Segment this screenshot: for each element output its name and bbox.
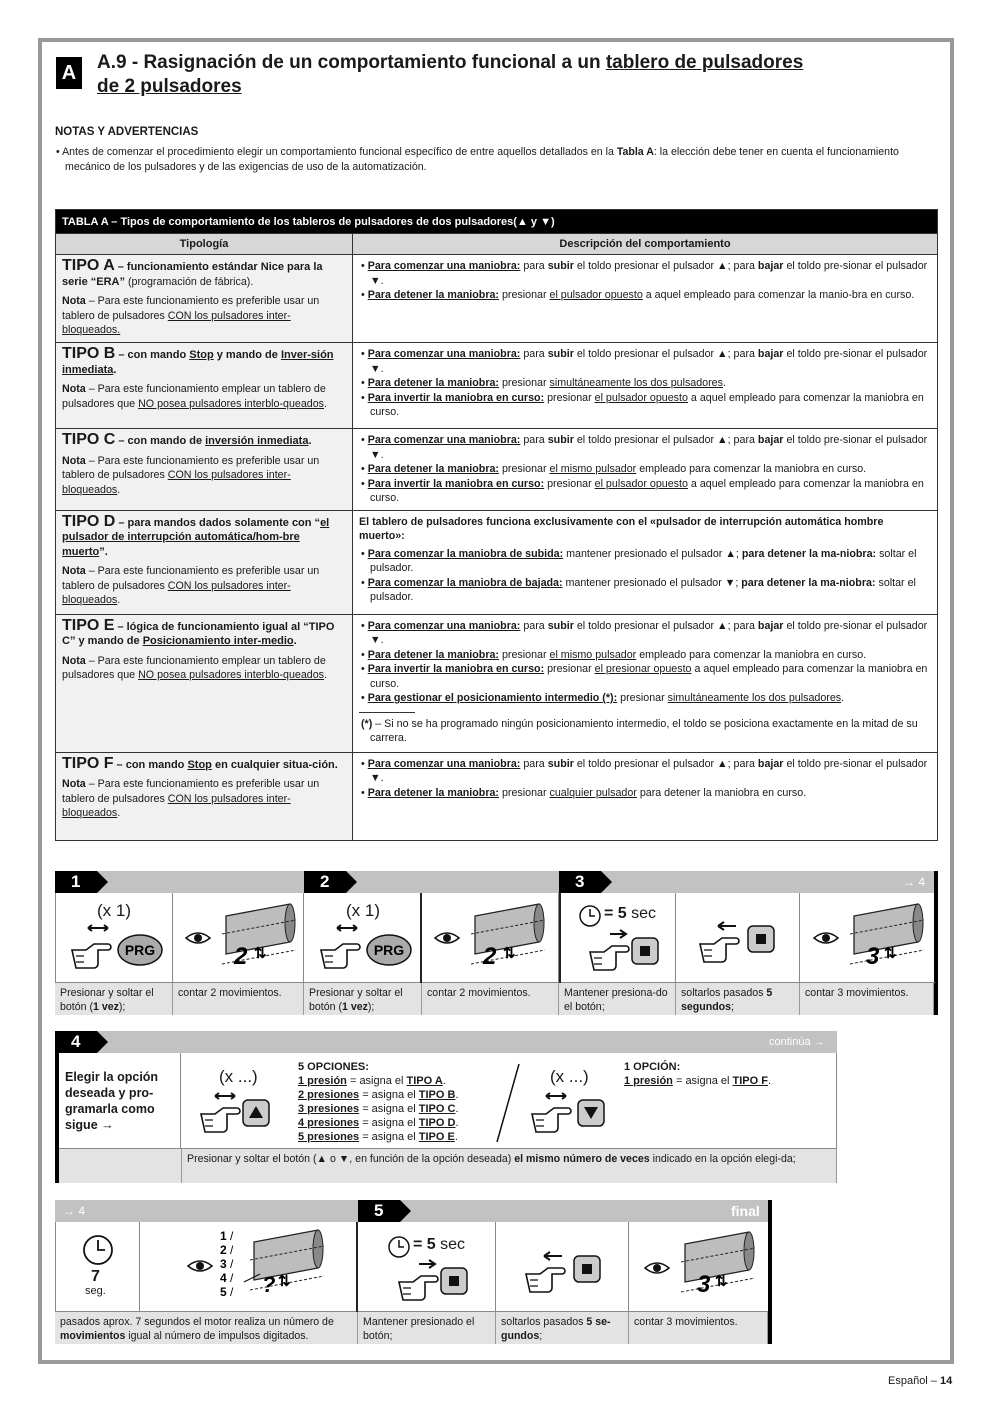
- roller-3-icon: [812, 900, 924, 972]
- hand-stop-release-icon: [524, 1250, 604, 1294]
- step-caption: contar 2 movimientos.: [422, 983, 559, 1015]
- step-number-1: 1: [55, 871, 97, 893]
- table-row: TIPO D – para mandos dados solamente con “el pulsador de interrupción automática/hom-bre muerto”. Nota – Para este funcionamiento es preferible usar un tablero de pulsadores CON los pulsadores inter-bloqueados. El tablero de pulsadores funciona exclusivamente con el «pulsador de interrupción automática hombre muerto»: • Para comenzar la maniobra de subida: mantener presionado el pulsador ▲; para detener la ma-niobra: soltar el pulsador. • Para comenzar la maniobra de bajada: mantener presionado el pulsador ▼; para detener la ma-niobra: soltar el pulsador.: [56, 510, 938, 614]
- svg-text:/: /: [230, 1285, 234, 1299]
- svg-text:2: 2: [234, 943, 248, 970]
- behaviour-table: [55, 209, 938, 841]
- step-caption: soltarlos pasados 5 segundos;: [676, 983, 800, 1015]
- step-caption: Mantener presiona-do el botón;: [559, 983, 676, 1015]
- svg-text:⇅: ⇅: [503, 945, 516, 962]
- step-bar: [55, 871, 935, 893]
- seconds-unit: seg.: [85, 1285, 106, 1297]
- choose-option-label: Elegir la opción deseada y pro-gramarla como sigue →: [65, 1070, 159, 1132]
- continue-label: continúa →: [769, 1036, 825, 1048]
- step-caption: contar 2 movimientos.: [173, 983, 304, 1015]
- five-options-list: 5 OPCIONES: 1 presión = asigna el TIPO A. 2 presiones = asigna el TIPO B. 3 presiones = asigna el TIPO C. 4 presiones = asigna el TIPO D. 5 presiones = asigna el TIPO E.: [298, 1061, 459, 1143]
- svg-text:/: /: [230, 1243, 234, 1257]
- svg-text:⇅: ⇅: [278, 1273, 291, 1290]
- duration-label: = 5 sec: [413, 1236, 466, 1253]
- svg-text:5: 5: [220, 1285, 227, 1299]
- final-label: final: [731, 1203, 760, 1219]
- table-row: TIPO C – con mando de inversión inmediata. Nota – Para este funcionamiento es preferible usar un tablero de pulsadores CON los pulsadores inter-bloqueados. • Para comenzar una maniobra: para subir el toldo presionar el pulsador ▲; para bajar el toldo pre-sionar el pulsador ▼. • Para detener la maniobra: presionar el mismo pulsador empleado para comenzar la maniobra en curso. • Para invertir la maniobra en curso: presionar el pulsador opuesto a aquel empleado para comenzar la maniobra en curso.: [56, 429, 938, 511]
- svg-text:⇅: ⇅: [884, 945, 897, 962]
- step-caption: Presionar y soltar el botón (▲ o ▼, en función de la opción deseada) el mismo número de veces indicado en la opción elegi-da;: [182, 1149, 837, 1183]
- svg-text:/: /: [230, 1229, 234, 1243]
- step-caption: soltarlos pasados 5 se-gundos;: [496, 1312, 629, 1344]
- prg-label: PRG: [124, 942, 156, 958]
- step-number-2: 2: [304, 871, 346, 893]
- roller-count-icon: [186, 1226, 346, 1306]
- press-count-label: (x ...): [219, 1067, 258, 1086]
- hand-prg-icon: [70, 922, 166, 972]
- svg-text:2: 2: [220, 1243, 227, 1257]
- hand-stop-icon: [588, 928, 668, 972]
- table-row: TIPO A – funcionamiento estándar Nice para la serie “ERA” (programación de fábrica). Nota – Para este funcionamiento es preferible usar un tablero de pulsadores CON los pulsadores inter-bloqueados. • Para comenzar una maniobra: para subir el toldo presionar el pulsador ▲; para bajar el toldo pre-sionar el pulsador ▼. • Para detener la maniobra: presionar el pulsador opuesto a aquel empleado para comenzar la manio-bra en curso.: [56, 255, 938, 343]
- clock-icon: [82, 1234, 114, 1266]
- table-row: TIPO E – lógica de funcionamiento igual al “TIPO C” y mando de Posicionamiento inter-medio. Nota – Para este funcionamiento emplear un tablero de pulsadores que NO posea pulsadores interblo-queados. • Para comenzar una maniobra: para subir el toldo presionar el pulsador ▲; para bajar el toldo pre-sionar el pulsador ▼. • Para detener la maniobra: presionar el mismo pulsador empleado para comenzar la maniobra en curso. • Para invertir la maniobra en curso: presionar el presionar opuesto a aquel empleado para comenzar la maniobra en curso. • Para gestionar el posicionamiento intermedio (*): presionar simultáneamente los dos pulsadores. (*) – Si no se ha programado ningún posicionamiento intermedio, el toldo se posiciona exactamente en la mitad de su carrera.: [56, 614, 938, 752]
- hand-stop-icon: [397, 1258, 477, 1302]
- svg-text:2: 2: [483, 943, 497, 970]
- notes-heading: NOTAS Y ADVERTENCIAS: [55, 126, 199, 138]
- hand-prg-icon: [319, 922, 415, 972]
- clock-icon: [387, 1235, 411, 1259]
- svg-text:/: /: [230, 1257, 234, 1271]
- svg-text:4: 4: [220, 1271, 227, 1285]
- hand-stop-release-icon: [698, 920, 778, 964]
- svg-text:⇅: ⇅: [254, 945, 267, 962]
- svg-text:3: 3: [220, 1257, 227, 1271]
- table-row: TIPO F – con mando Stop en cualquier situa-ción. Nota – Para este funcionamiento es preferible usar un tablero de pulsadores CON los pulsadores inter-bloqueados. • Para comenzar una maniobra: para subir el toldo presionar el pulsador ▲; para bajar el toldo pre-sionar el pulsador ▼. • Para detener la maniobra: presionar cualquier pulsador para detener la maniobra en curso.: [56, 752, 938, 840]
- seconds-value: 7: [91, 1268, 100, 1285]
- table-caption: TABLA A – Tipos de comportamiento de los tableros de pulsadores de dos pulsadores(▲ y ▼): [56, 210, 938, 234]
- one-option-list: 1 OPCIÓN: 1 presión = asigna el TIPO F.: [624, 1061, 772, 1087]
- roller-2-icon: [433, 900, 545, 972]
- step-caption: Presionar y soltar el botón (1 vez);: [304, 983, 422, 1015]
- step-number-3: 3: [559, 871, 601, 893]
- step-caption: Presionar y soltar el botón (1 vez);: [55, 983, 173, 1015]
- step-number-5: 5: [358, 1200, 400, 1222]
- step-caption: pasados aprox. 7 segundos el motor realiza un número de movimientos igual al número de impulsos digitados.: [55, 1312, 358, 1344]
- svg-text:1: 1: [220, 1229, 227, 1243]
- step-caption: contar 3 movimientos.: [800, 983, 934, 1015]
- svg-text:⇅: ⇅: [715, 1273, 728, 1290]
- roller-3-icon: [643, 1228, 755, 1300]
- roller-2-icon: [184, 900, 296, 972]
- page-footer: Español – 14: [888, 1375, 953, 1387]
- svg-text:3: 3: [697, 1271, 711, 1298]
- col-typology: Tipología: [56, 234, 353, 255]
- svg-text:3: 3: [866, 943, 880, 970]
- clock-icon: [578, 904, 602, 928]
- table-row: TIPO B – con mando Stop y mando de Inver-sión inmediata. Nota – Para este funcionamiento emplear un tablero de pulsadores que NO posea pulsadores interblo-queados. • Para comenzar una maniobra: para subir el toldo presionar el pulsador ▲; para bajar el toldo pre-sionar el pulsador ▼. • Para detener la maniobra: presionar simultáneamente los dos pulsadores. • Para invertir la maniobra en curso: presionar el pulsador opuesto a aquel empleado para comenzar la maniobra en curso.: [56, 343, 938, 429]
- svg-text:?: ?: [262, 1272, 276, 1297]
- goto-step-4: → 4: [63, 1204, 86, 1218]
- press-count-label: (x 1): [346, 901, 380, 920]
- duration-label: = 5 sec: [604, 905, 657, 922]
- prg-label: PRG: [373, 942, 405, 958]
- divider-slash: [493, 1062, 523, 1144]
- page-title: A.9 - Rasignación de un comportamiento funcional a un tablero de pulsadores de 2 pulsadores: [97, 52, 804, 97]
- goto-step-4: → 4: [903, 875, 926, 889]
- notes-text: • Antes de comenzar el procedimiento elegir un comportamiento funcional específico de entre aquellos detallados en la Tabla A: la elección debe tener en cuenta el funcionamiento mecánico de los pulsadores y de las exigencias de uso de la automatización.: [56, 146, 899, 173]
- section-badge: A: [56, 57, 82, 89]
- step-caption: contar 3 movimientos.: [629, 1312, 768, 1344]
- hand-down-button-icon: [530, 1090, 610, 1134]
- step-caption: Mantener presionado el botón;: [358, 1312, 496, 1344]
- press-count-label: (x 1): [97, 901, 131, 920]
- svg-text:/: /: [230, 1271, 234, 1285]
- col-description: Descripción del comportamiento: [353, 234, 938, 255]
- hand-up-button-icon: [199, 1090, 279, 1134]
- press-count-label: (x ...): [550, 1067, 589, 1086]
- step-number-4: 4: [55, 1031, 97, 1053]
